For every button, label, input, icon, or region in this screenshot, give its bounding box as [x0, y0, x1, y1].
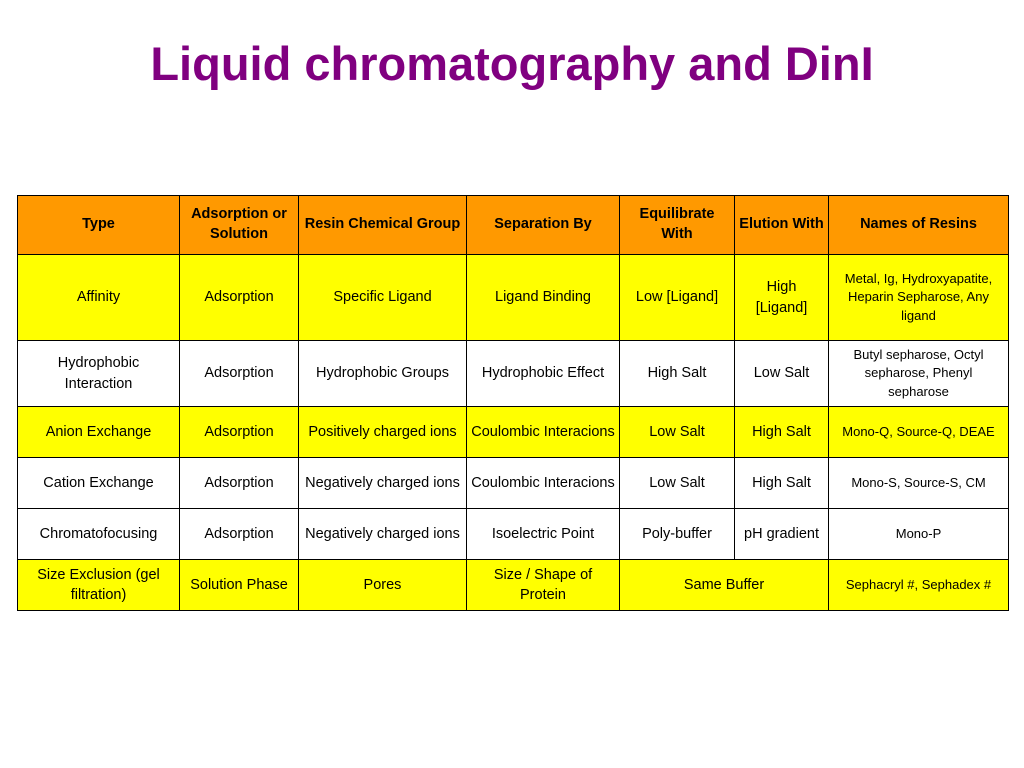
table-cell: Adsorption: [180, 255, 299, 341]
table-cell: Low Salt: [620, 407, 735, 458]
table-cell: Mono-S, Source-S, CM: [829, 458, 1009, 509]
table-row: [18, 341, 1009, 407]
table-cell: Metal, Ig, Hydroxyapatite, Heparin Sepharose, Any ligand: [829, 255, 1009, 341]
header-cell: Resin Chemical Group: [299, 196, 467, 255]
header-cell: Equilibrate With: [620, 196, 735, 255]
header-cell: Names of Resins: [829, 196, 1009, 255]
table-cell: High Salt: [620, 341, 735, 407]
table-cell: Hydrophobic Groups: [299, 341, 467, 407]
table-cell: Butyl sepharose, Octyl sepharose, Phenyl sepharose: [829, 341, 1009, 407]
table-cell: Ligand Binding: [467, 255, 620, 341]
table-cell: Hydrophobic Interaction: [18, 341, 180, 407]
table-cell: Hydrophobic Effect: [467, 341, 620, 407]
table-cell: Adsorption: [180, 407, 299, 458]
table-cell: Solution Phase: [180, 560, 299, 611]
table-cell: Coulombic Interacions: [467, 458, 620, 509]
table-cell: Isoelectric Point: [467, 509, 620, 560]
table-cell: Low [Ligand]: [620, 255, 735, 341]
page-title: Liquid chromatography and DinI: [150, 37, 874, 90]
table-cell: Affinity: [18, 255, 180, 341]
table-cell: Cation Exchange: [18, 458, 180, 509]
table-header-row: [18, 196, 1009, 255]
table-cell: Size Exclusion (gel filtration): [18, 560, 180, 611]
table-cell: High [Ligand]: [735, 255, 829, 341]
table-cell: Negatively charged ions: [299, 458, 467, 509]
table-cell: Size / Shape of Protein: [467, 560, 620, 611]
chromatography-table: [17, 195, 1009, 611]
table-cell: pH gradient: [735, 509, 829, 560]
header-cell: Type: [18, 196, 180, 255]
table-cell-merged: Same Buffer: [620, 560, 829, 611]
table-cell: Anion Exchange: [18, 407, 180, 458]
table-cell: Specific Ligand: [299, 255, 467, 341]
header-cell: Separation By: [467, 196, 620, 255]
table-cell: Poly-buffer: [620, 509, 735, 560]
table-cell: High Salt: [735, 458, 829, 509]
table-row: [18, 509, 1009, 560]
table-cell: Low Salt: [620, 458, 735, 509]
table-cell: Mono-P: [829, 509, 1009, 560]
table-row: [18, 560, 1009, 611]
table-row: [18, 255, 1009, 341]
table-cell: Positively charged ions: [299, 407, 467, 458]
table-cell: Coulombic Interacions: [467, 407, 620, 458]
table-cell: Low Salt: [735, 341, 829, 407]
header-cell: Adsorption or Solution: [180, 196, 299, 255]
table-cell: Adsorption: [180, 458, 299, 509]
table-cell: Mono-Q, Source-Q, DEAE: [829, 407, 1009, 458]
table-cell: Sephacryl #, Sephadex #: [829, 560, 1009, 611]
table-row: [18, 407, 1009, 458]
table-cell: Pores: [299, 560, 467, 611]
table-cell: Negatively charged ions: [299, 509, 467, 560]
table-row: [18, 458, 1009, 509]
table-cell: Adsorption: [180, 509, 299, 560]
table-cell: High Salt: [735, 407, 829, 458]
table-cell: Adsorption: [180, 341, 299, 407]
header-cell: Elution With: [735, 196, 829, 255]
table-cell: Chromatofocusing: [18, 509, 180, 560]
